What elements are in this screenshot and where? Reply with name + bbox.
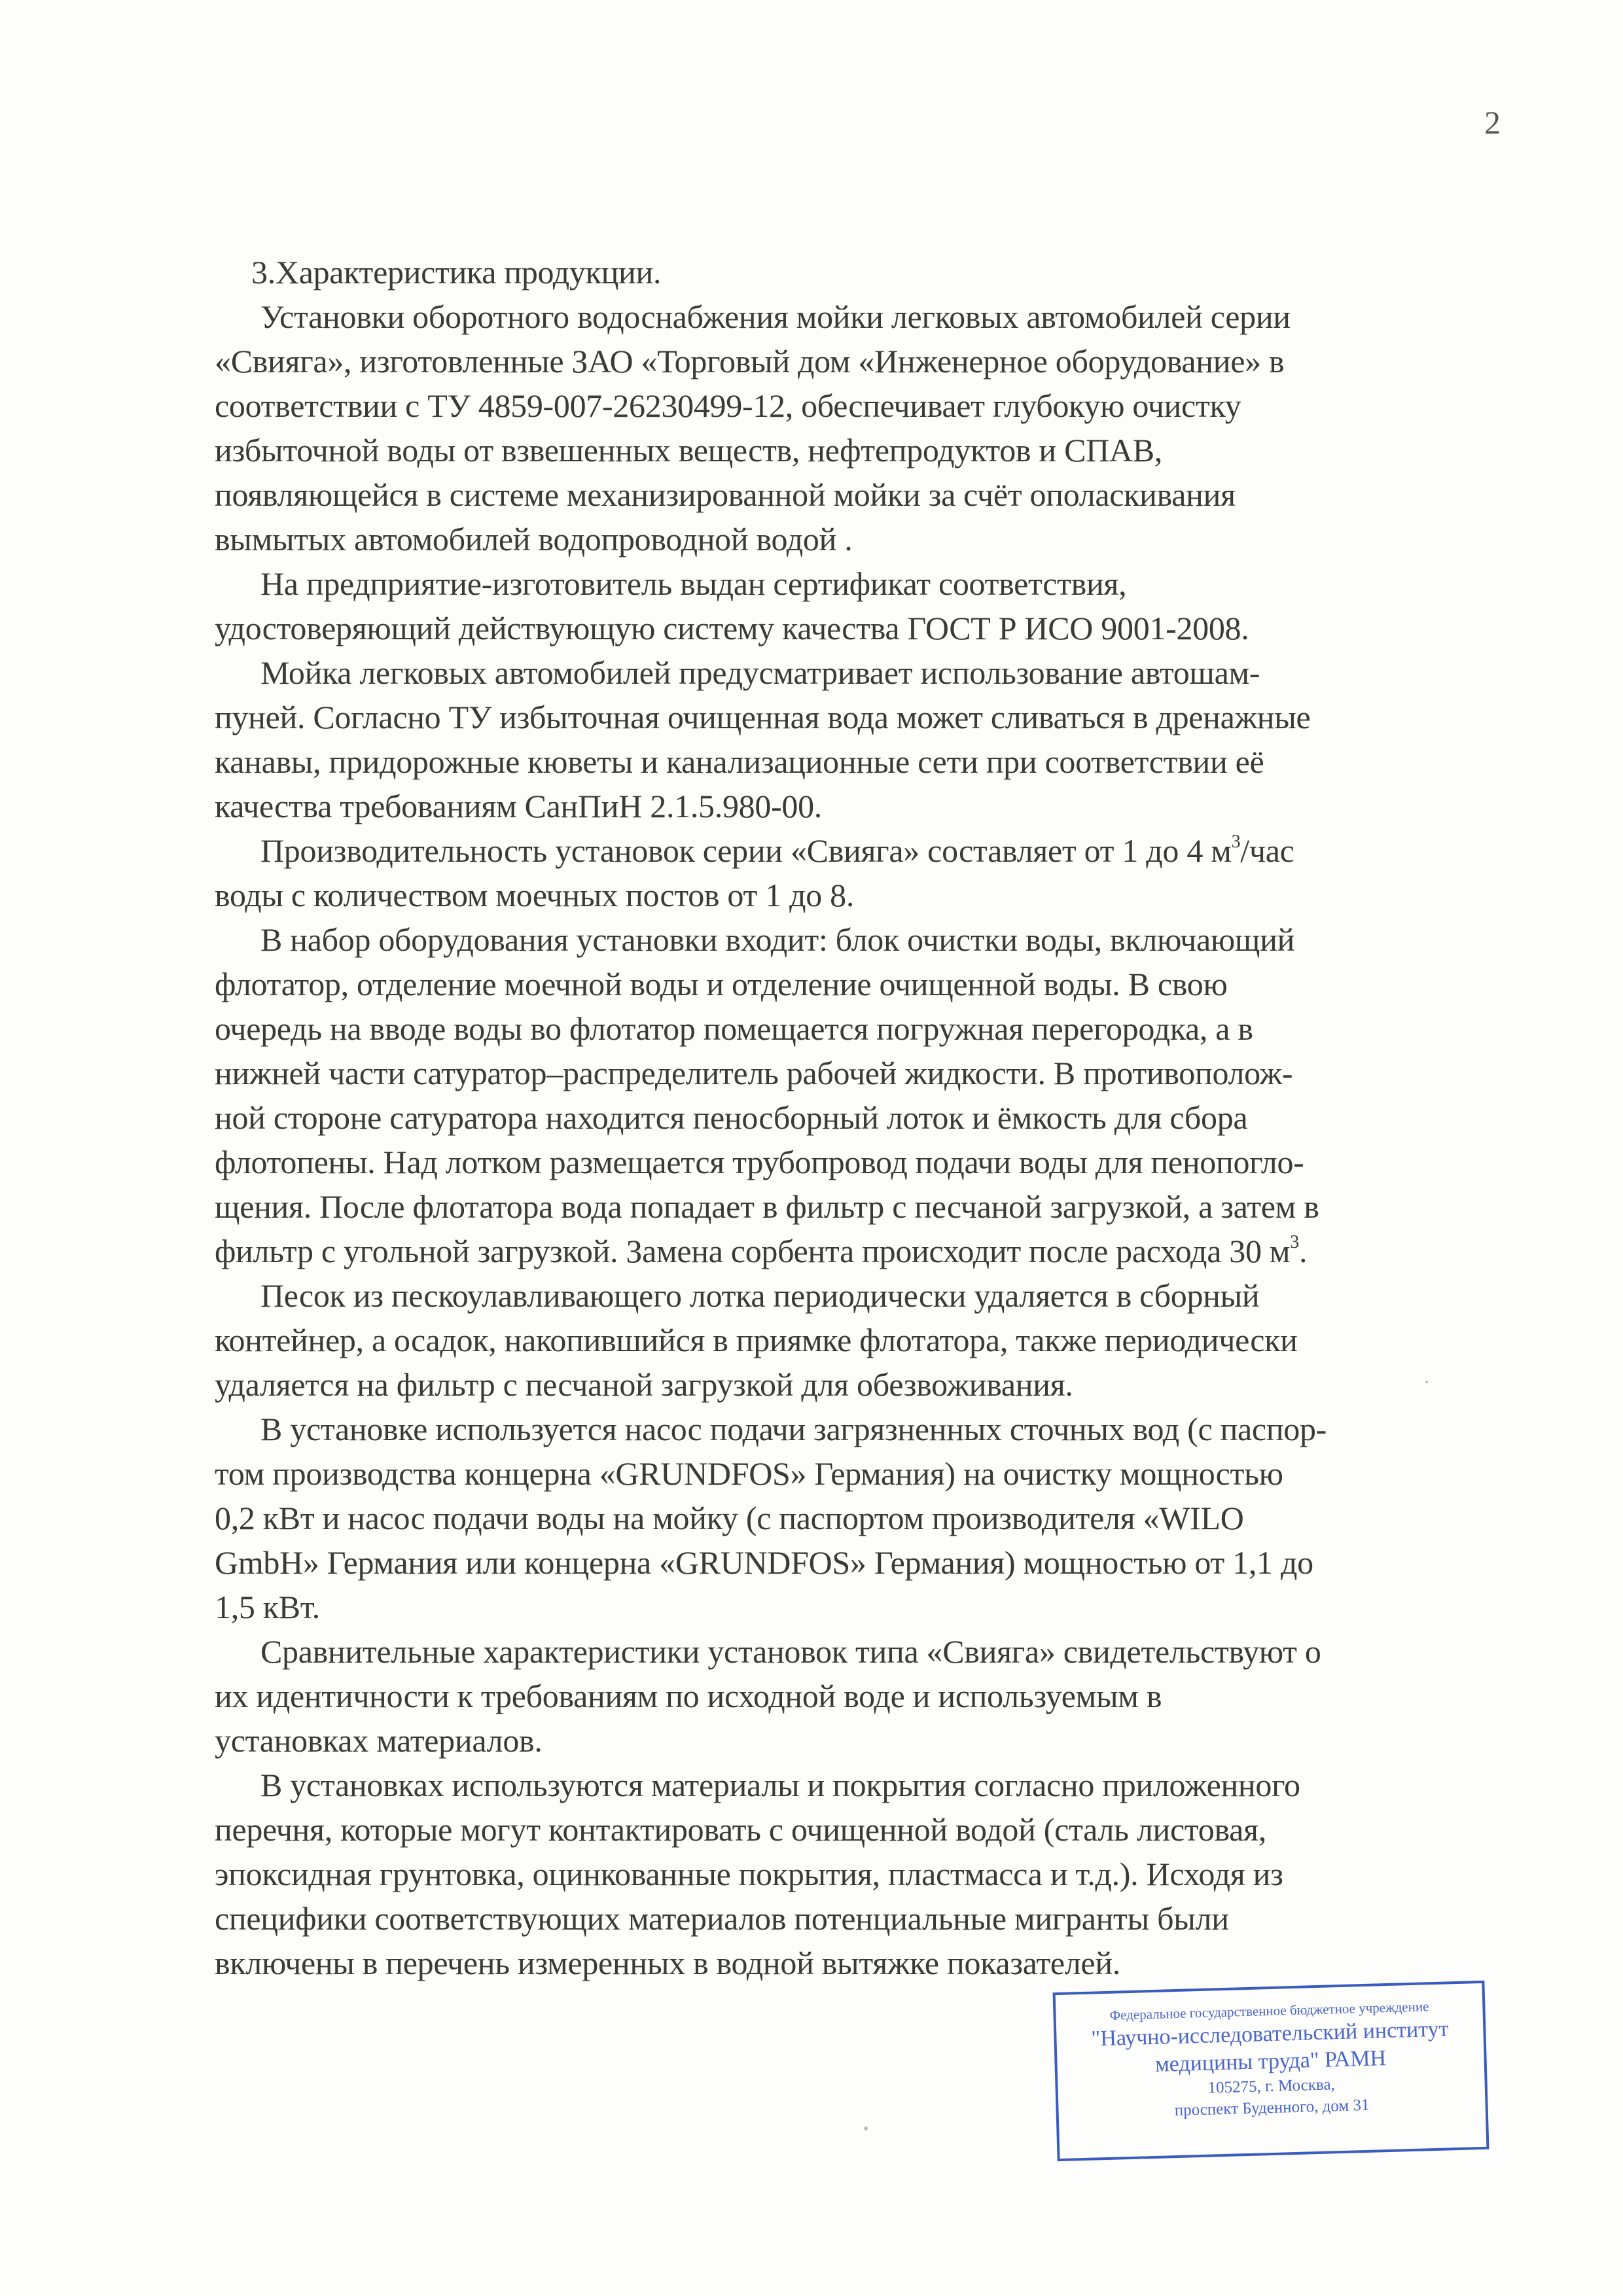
scan-speck bbox=[1425, 1381, 1428, 1383]
text-line: флотатор, отделение моечной воды и отделение очищенной воды. В свою bbox=[215, 966, 1228, 1002]
stamp-line: 105275, г. Москва, bbox=[1207, 2075, 1336, 2097]
text-line: В набор оборудования установки входит: блок очистки воды, включающий bbox=[260, 921, 1295, 958]
text-line: пуней. Согласно ТУ избыточная очищенная вода может сливаться в дренажные bbox=[215, 699, 1311, 735]
sorbent-end: . bbox=[1298, 1233, 1308, 1269]
text-line: воды с количеством моечных постов от 1 до 8. bbox=[215, 877, 855, 913]
text-line: Установки оборотного водоснабжения мойки легковых автомобилей серии bbox=[260, 298, 1291, 335]
productivity-line bbox=[215, 828, 1510, 873]
text-line: Сравнительные характеристики установок типа «Свияга» свидетельствуют о bbox=[260, 1633, 1321, 1670]
document-body bbox=[215, 250, 1510, 1985]
text-line: специфики соответствующих материалов потенциальные мигранты были bbox=[215, 1900, 1229, 1937]
productivity-unit: /час bbox=[1240, 832, 1294, 869]
paragraphs-block-1 bbox=[215, 294, 1510, 828]
text-line: качества требованиям СанПиН 2.1.5.980-00. bbox=[215, 788, 823, 824]
text-line: включены в перечень измеренных в водной вытяжке показателей. bbox=[215, 1945, 1120, 1981]
cubic-superscript: 3 bbox=[1231, 832, 1241, 853]
sorbent-text: фильтр с угольной загрузкой. Замена сорбента происходит после расхода 30 м bbox=[215, 1233, 1291, 1269]
section-title: 3.Характеристика продукции. bbox=[251, 254, 662, 291]
text-line: щения. После флотатора вода попадает в фильтр с песчаной загрузкой, а затем в bbox=[215, 1188, 1319, 1225]
text-line: GmbH» Германия или концерна «GRUNDFOS» Германия) мощностью от 1,1 до bbox=[215, 1544, 1313, 1581]
text-line: установках материалов. bbox=[215, 1722, 543, 1759]
text-line: 0,2 кВт и насос подачи воды на мойку (с паспортом производителя «WILO bbox=[215, 1500, 1244, 1536]
text-line: 1,5 кВт. bbox=[215, 1589, 320, 1625]
text-line: ной стороне сатуратора находится пеносборный лоток и ёмкость для сбора bbox=[215, 1099, 1248, 1136]
text-line: нижней части сатуратор–распределитель рабочей жидкости. В противополож- bbox=[215, 1055, 1293, 1091]
text-line: вымытых автомобилей водопроводной водой . bbox=[215, 521, 853, 557]
text-line: В установке используется насос подачи загрязненных сточных вод (с паспор- bbox=[260, 1411, 1327, 1447]
text-line: перечня, которые могут контактировать с очищенной водой (сталь листовая, bbox=[215, 1811, 1266, 1848]
text-line: том производства концерна «GRUNDFOS» Германия) на очистку мощностью bbox=[215, 1455, 1283, 1492]
text-line: канавы, придорожные кюветы и канализационные сети при соответствии её bbox=[215, 743, 1264, 780]
stamp-line: проспект Буденного, дом 31 bbox=[1174, 2096, 1370, 2120]
sorbent-line bbox=[215, 1229, 1510, 1273]
paragraphs-block-2 bbox=[215, 873, 1510, 1229]
scan-speck bbox=[864, 2127, 868, 2130]
text-line: «Свияга», изготовленные ЗАО «Торговый дом «Инженерное оборудование» в bbox=[215, 343, 1285, 380]
productivity-text: Производительность установок серии «Свияга» составляет от 1 до 4 м bbox=[260, 832, 1232, 869]
stamp-line: Федеральное государственное бюджетное учреждение bbox=[1109, 1998, 1429, 2023]
text-line: эпоксидная грунтовка, оцинкованные покрытия, пластмасса и т.д.). Исходя из bbox=[215, 1856, 1283, 1892]
paragraphs-block-3 bbox=[215, 1273, 1510, 1985]
text-line: Песок из пескоулавливающего лотка периодически удаляется в сборный bbox=[260, 1277, 1260, 1314]
institute-stamp bbox=[1053, 1981, 1489, 2161]
text-line: На предприятие-изготовитель выдан сертификат соответствия, bbox=[260, 565, 1127, 602]
text-line: появляющейся в системе механизированной мойки за счёт ополаскивания bbox=[215, 476, 1236, 513]
text-line: флотопены. Над лотком размещается трубопровод подачи воды для пенопогло- bbox=[215, 1144, 1304, 1180]
text-line: их идентичности к требованиям по исходной воде и используемым в bbox=[215, 1678, 1162, 1714]
page-number: 2 bbox=[1484, 104, 1501, 141]
text-line: избыточной воды от взвешенных веществ, нефтепродуктов и СПАВ, bbox=[215, 432, 1162, 468]
cubic-superscript: 3 bbox=[1290, 1232, 1299, 1253]
text-line: очередь на вводе воды во флотатор помещается погружная перегородка, а в bbox=[215, 1010, 1253, 1047]
text-line: контейнер, а осадок, накопившийся в приямке флотатора, также периодически bbox=[215, 1322, 1298, 1358]
text-line: соответствии с ТУ 4859-007-26230499-12, обеспечивает глубокую очистку bbox=[215, 387, 1241, 424]
stamp-line: "Научно-исследовательский институт bbox=[1090, 2017, 1449, 2051]
text-line: удостоверяющий действующую систему качества ГОСТ Р ИСО 9001-2008. bbox=[215, 610, 1249, 646]
stamp-line: медицины труда" РАМН bbox=[1154, 2046, 1387, 2077]
text-line: удаляется на фильтр с песчаной загрузкой для обезвоживания. bbox=[215, 1366, 1073, 1403]
text-line: Мойка легковых автомобилей предусматривает использование автошам- bbox=[260, 654, 1260, 691]
text-line: В установках используются материалы и покрытия согласно приложенного bbox=[260, 1767, 1300, 1803]
